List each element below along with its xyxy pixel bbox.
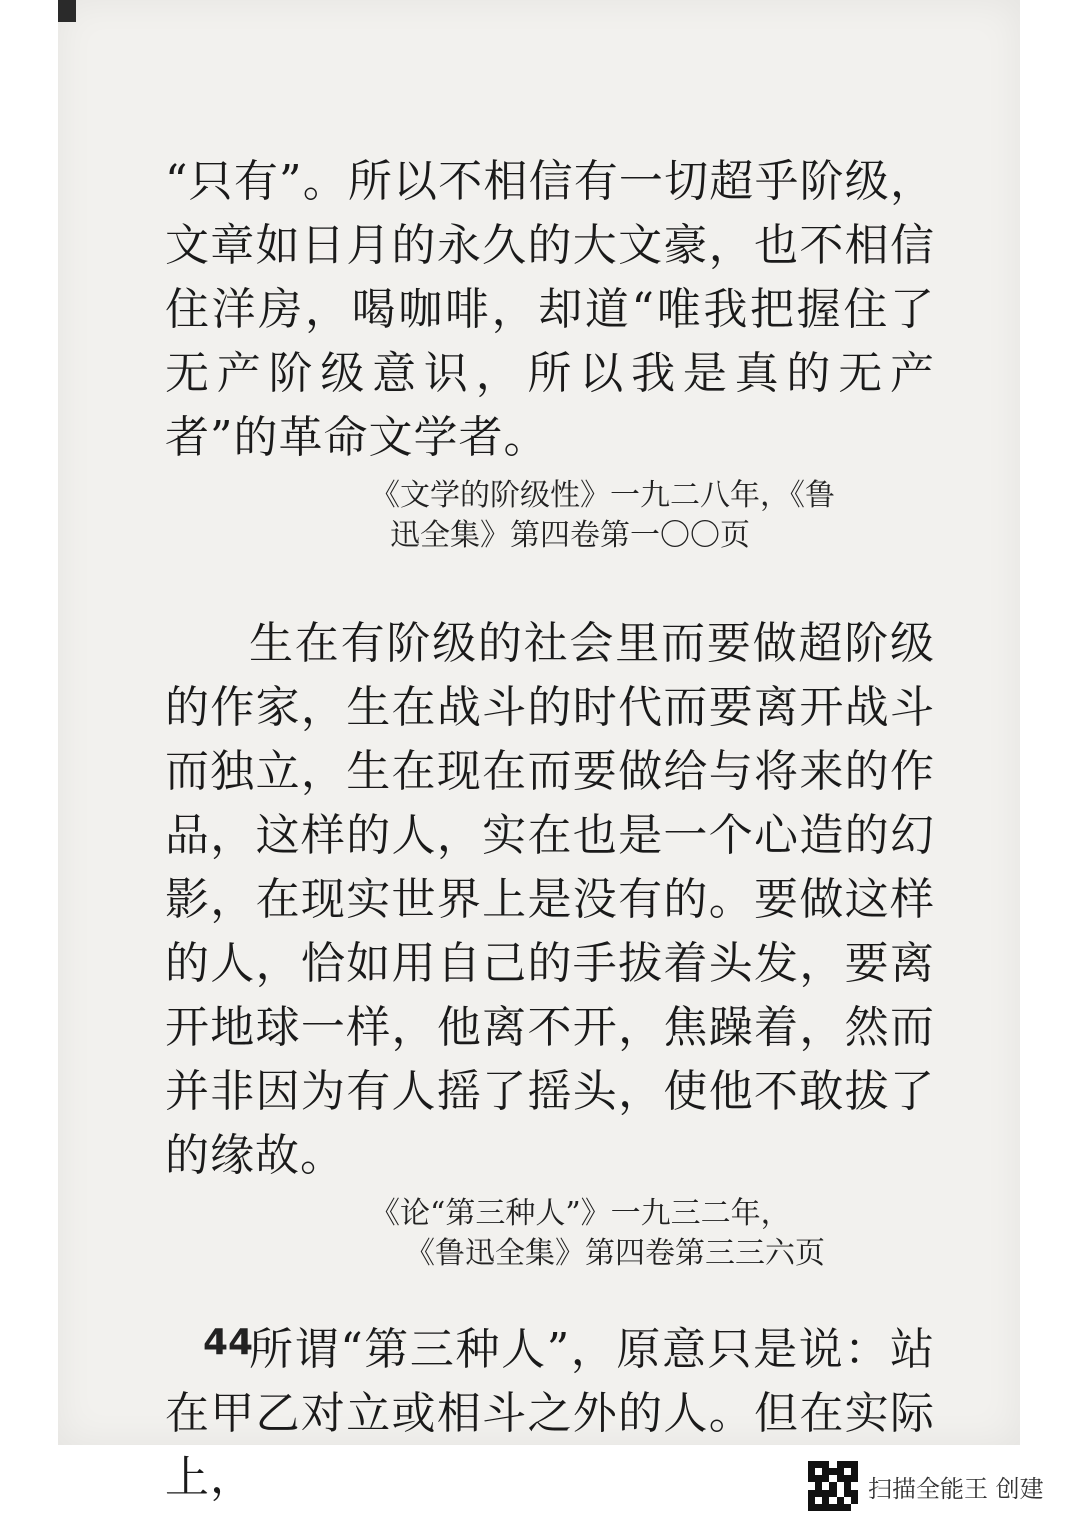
citation-1-line-2: 迅全集》第四卷第一〇〇页 bbox=[390, 518, 750, 553]
qr-code-icon bbox=[808, 1461, 858, 1511]
paragraph-1: “只有”。所以不相信有一切超乎阶级，文章如日月的永久的大文豪，也不相信住洋房，喝咖啡，却道“唯我把握住了无产阶级意识，所以我是真的无产者”的革命文学者。 bbox=[165, 156, 935, 463]
citation-1-line-1: 《文学的阶级性》一九二八年，《鲁 bbox=[370, 478, 835, 513]
page-edge-shadow bbox=[58, 0, 76, 22]
citation-2 bbox=[165, 1194, 935, 1274]
scanner-watermark bbox=[808, 1460, 1044, 1512]
citation-1 bbox=[165, 476, 935, 556]
page-content bbox=[165, 150, 935, 1510]
paragraph-3: 所谓“第三种人”，原意只是说：站在甲乙对立或相斗之外的人。但在实际上， bbox=[165, 1324, 935, 1503]
citation-2-line-2: 《鲁迅全集》第四卷第三三六页 bbox=[405, 1236, 825, 1271]
scanner-watermark-text: 扫描全能王 创建 bbox=[868, 1474, 1044, 1503]
paragraph-2: 生在有阶级的社会里而要做超阶级的作家，生在战斗的时代而要离开战斗而独立，生在现在而要做给与将来的作品，这样的人，实在也是一个心造的幻影，在现实世界上是没有的。要做这样的人，恰如用自己的手拔着头发，要离开地球一样，他离不开，焦躁着，然而并非因为有人摇了摇头，使他不敢拔了的缘故。 bbox=[165, 618, 935, 1181]
page-number: 44 bbox=[203, 1322, 254, 1363]
citation-2-line-1: 《论“第三种人”》一九三二年， bbox=[370, 1196, 791, 1231]
